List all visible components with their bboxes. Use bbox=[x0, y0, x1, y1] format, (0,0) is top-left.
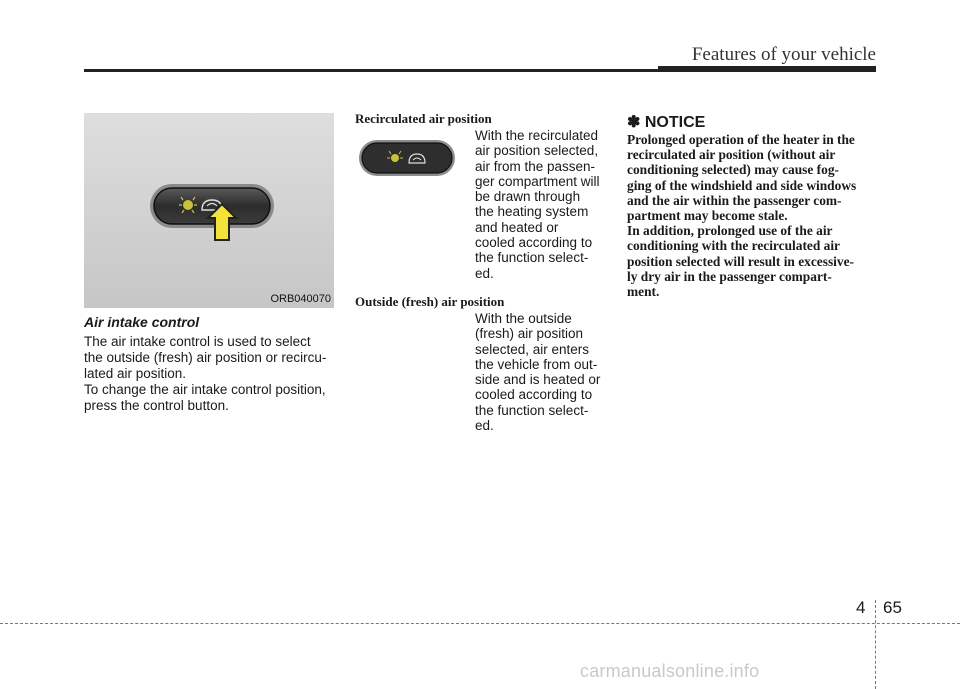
section-heading: Air intake control bbox=[84, 314, 200, 330]
air-intake-figure bbox=[84, 113, 334, 308]
text-line: ger compartment will bbox=[475, 173, 600, 189]
footer-rule bbox=[0, 623, 960, 624]
header-title: Features of your vehicle bbox=[691, 44, 876, 65]
text-line: conditioning with the recirculated air bbox=[627, 238, 841, 254]
air-intake-button-illustration bbox=[84, 113, 334, 308]
text-line: conditioning selected) may cause fog- bbox=[627, 162, 839, 178]
text-line: the function select- bbox=[475, 402, 589, 418]
text-line: ly dry air in the passenger compart- bbox=[627, 268, 832, 284]
outside-air-description bbox=[475, 311, 604, 433]
text-line: ed. bbox=[475, 418, 494, 434]
text-line: partment may become stale. bbox=[627, 208, 788, 224]
text-line: ed. bbox=[475, 265, 494, 281]
text-line: selected, air enters bbox=[475, 341, 590, 357]
recirculated-heading: Recirculated air position bbox=[355, 111, 492, 126]
text-line: With the recirculated bbox=[475, 128, 599, 143]
text-line: be drawn through bbox=[475, 189, 581, 205]
text-line: and heated or bbox=[475, 219, 559, 235]
text-line: ment. bbox=[627, 284, 660, 300]
chapter-number: 4 bbox=[856, 598, 866, 617]
recirculated-button-icon bbox=[357, 136, 457, 180]
text-line: the vehicle from out- bbox=[475, 356, 598, 372]
text-line: In addition, prolonged use of the air bbox=[627, 223, 833, 239]
text-line: the heating system bbox=[475, 204, 589, 220]
text-line: Prolonged operation of the heater in the bbox=[627, 132, 855, 147]
text-line: air position selected, bbox=[475, 143, 599, 159]
footer-divider bbox=[875, 600, 876, 689]
notice-body bbox=[627, 132, 877, 299]
text-line: the function select- bbox=[475, 250, 589, 266]
header-rule-accent bbox=[658, 66, 876, 72]
text-line: To change the air intake control position, bbox=[84, 382, 326, 397]
intro-paragraph bbox=[84, 334, 334, 382]
text-line: ging of the windshield and side windows bbox=[627, 177, 857, 193]
instruction-paragraph bbox=[84, 382, 334, 414]
recirculated-description bbox=[475, 128, 604, 281]
text-line: lated air position. bbox=[84, 366, 187, 381]
text-line: position selected will result in excessive- bbox=[627, 253, 854, 269]
text-line: With the outside bbox=[475, 311, 572, 326]
text-line: recirculated air position (without air bbox=[627, 147, 836, 163]
text-line: the outside (fresh) air position or recircu- bbox=[84, 350, 327, 365]
text-line: air from the passen- bbox=[475, 158, 596, 174]
text-line: side and is heated or bbox=[475, 372, 601, 388]
page-number: 65 bbox=[883, 598, 902, 617]
text-line: press the control button. bbox=[84, 398, 229, 413]
text-line: and the air within the passenger com- bbox=[627, 192, 842, 208]
text-line: The air intake control is used to select bbox=[84, 334, 311, 349]
figure-code: ORB040070 bbox=[270, 293, 331, 305]
notice-title: ✽ NOTICE bbox=[627, 114, 706, 131]
text-line: cooled according to bbox=[475, 235, 593, 251]
watermark: carmanualsonline.info bbox=[580, 661, 760, 681]
text-line: cooled according to bbox=[475, 387, 593, 403]
text-line: (fresh) air position bbox=[475, 326, 584, 342]
outside-air-heading: Outside (fresh) air position bbox=[355, 294, 505, 309]
